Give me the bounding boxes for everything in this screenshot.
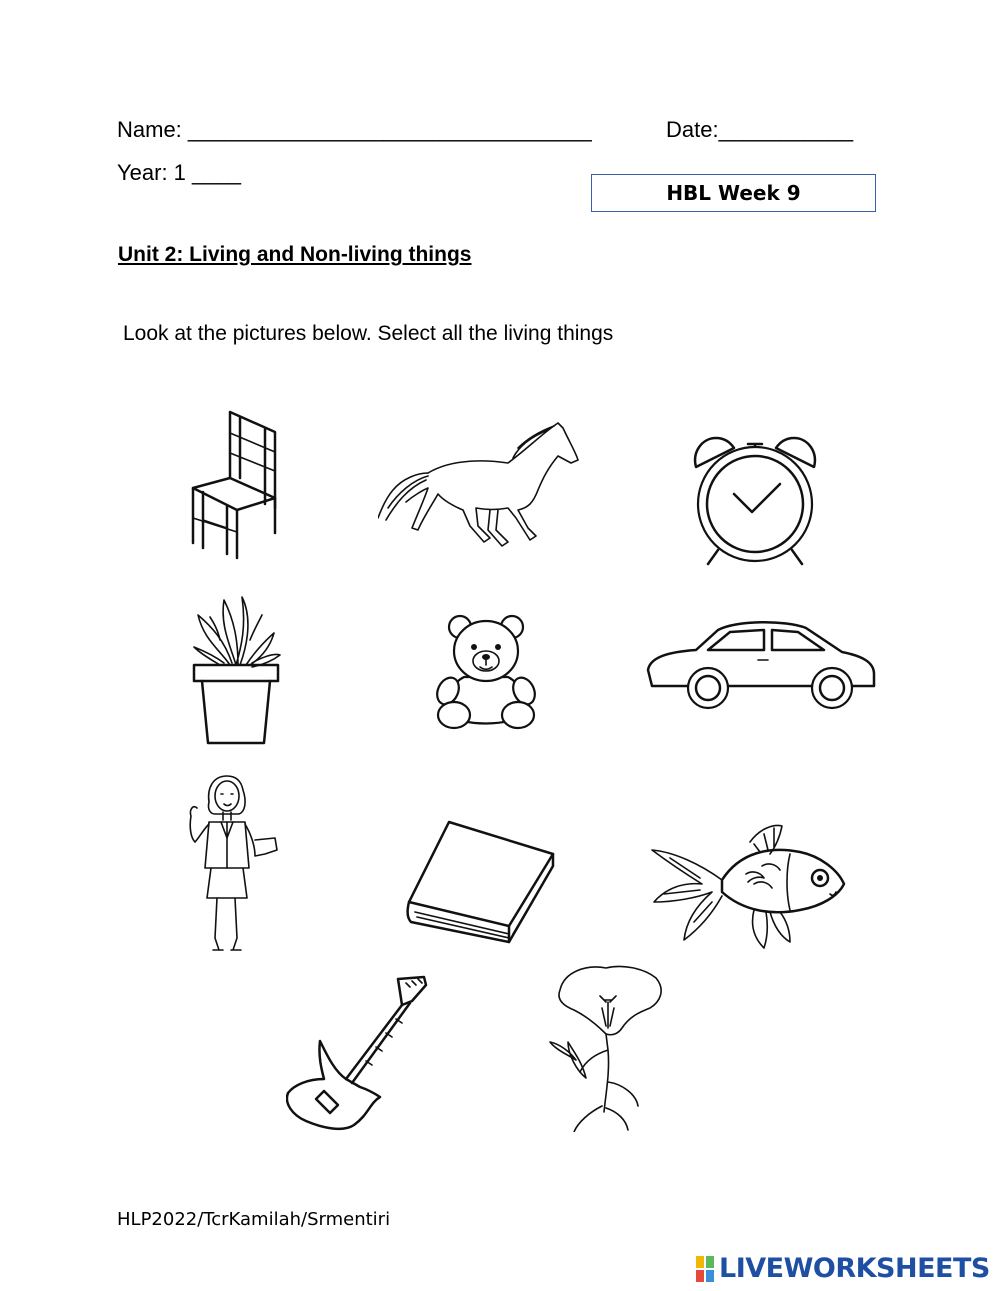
brand-name: LIVEWORKSHEETS (719, 1253, 990, 1284)
book-icon[interactable] (405, 818, 557, 944)
name-field-label: Name: _________________________________ (117, 117, 592, 142)
teddy-bear-icon[interactable] (432, 613, 540, 731)
chair-icon[interactable] (185, 408, 285, 563)
liveworksheets-logo (696, 1253, 990, 1284)
woman-icon[interactable] (185, 768, 280, 954)
goldfish-icon[interactable] (650, 822, 848, 950)
date-field-label: Date:___________ (666, 117, 854, 142)
week-badge: HBL Week 9 (591, 174, 876, 212)
liveworksheets-logo-icon (696, 1256, 714, 1282)
year-field-label: Year: 1 ____ (117, 160, 241, 185)
car-icon[interactable] (646, 618, 878, 712)
instruction-text: Look at the pictures below. Select all the living things (123, 322, 614, 345)
flower-icon[interactable] (546, 962, 668, 1132)
alarm-clock-icon[interactable] (690, 432, 820, 568)
horse-icon[interactable] (378, 418, 583, 550)
footer-code: HLP2022/TcrKamilah/Srmentiri (117, 1209, 391, 1230)
potted-plant-icon[interactable] (190, 595, 282, 747)
guitar-icon[interactable] (286, 975, 428, 1133)
unit-title: Unit 2: Living and Non-living things (118, 243, 472, 266)
